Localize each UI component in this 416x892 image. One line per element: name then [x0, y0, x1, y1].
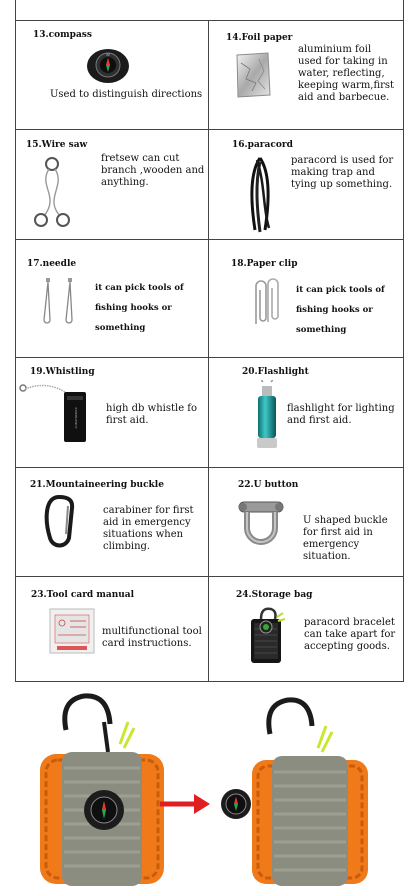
item-title: 23.Tool card manual [31, 590, 135, 600]
paper-clip-icon [246, 278, 282, 328]
whistle-icon [18, 380, 108, 446]
item-title: 13.compass [33, 30, 92, 40]
item-description: it can pick tools of fishing hooks or something [296, 285, 385, 335]
svg-text:N: N [106, 52, 110, 57]
paracord-icon [245, 154, 275, 234]
item-cell-compass [16, 21, 208, 129]
item-title: 20.Flashlight [242, 367, 309, 377]
item-title: 16.paracord [232, 140, 293, 150]
item-description: U shaped buckle for first aid in emergency situation. [303, 515, 388, 562]
shackle-icon [235, 494, 287, 550]
item-title: 17.needle [27, 259, 77, 269]
item-cell-mountaineering-buckle [16, 468, 208, 576]
item-description: paracord bracelet can take apart for accepting goods. [304, 617, 396, 652]
svg-text:EMERGENCY: EMERGENCY [74, 407, 78, 429]
item-title: 15.Wire saw [26, 140, 88, 150]
item-title: 22.U button [238, 480, 299, 490]
item-title: 14.Foil paper [226, 33, 293, 43]
item-cell-wire-saw [16, 130, 208, 239]
items-grid [15, 0, 404, 682]
item-cell-storage-bag [209, 577, 401, 681]
item-title: 21.Mountaineering buckle [30, 480, 164, 490]
item-description: Used to distinguish directions [50, 89, 203, 100]
item-title: 24.Storage bag [236, 590, 313, 600]
item-cell-paracord [209, 130, 401, 239]
item-description: flashlight for lighting and first aid. [287, 403, 395, 426]
safety-pin-icon [38, 274, 80, 328]
arrow-icon [160, 794, 210, 814]
item-cell-foil-paper [209, 21, 401, 129]
item-description: multifunctional tool card instructions. [102, 626, 202, 649]
item-title: 19.Whistling [30, 367, 95, 377]
item-cell-u-button [209, 468, 401, 576]
item-description: carabiner for first aid in emergency situations when climbing. [103, 505, 194, 552]
item-cell-paper-clip [209, 240, 401, 357]
open-kit-illustration [252, 700, 368, 886]
item-cell-flashlight [209, 358, 401, 467]
foil-icon [234, 51, 272, 99]
item-description: fretsew can cut branch ,wooden and anything. [101, 153, 205, 188]
compass-icon [221, 789, 251, 819]
product-photo [0, 682, 416, 892]
item-description: paracord is used for making trap and tying up something. [291, 155, 394, 190]
item-description: it can pick tools of fishing hooks or something [95, 283, 184, 333]
item-cell-needle [16, 240, 208, 357]
flashlight-icon [251, 380, 283, 454]
item-title: 18.Paper clip [231, 259, 298, 269]
carabiner-icon [42, 494, 76, 550]
storage-bag-icon [245, 605, 291, 667]
item-description: aluminium foil used for taking in water, reflecting, keeping warm,first aid and barbecue. [298, 44, 395, 103]
item-cell-tool-card [16, 577, 208, 681]
assembled-kit-illustration [40, 696, 164, 886]
item-cell-whistling [16, 358, 208, 467]
tool-card-icon [48, 607, 96, 655]
compass-icon [86, 46, 130, 84]
item-description: high db whistle fo first aid. [106, 403, 198, 426]
wire-saw-icon [30, 156, 74, 228]
